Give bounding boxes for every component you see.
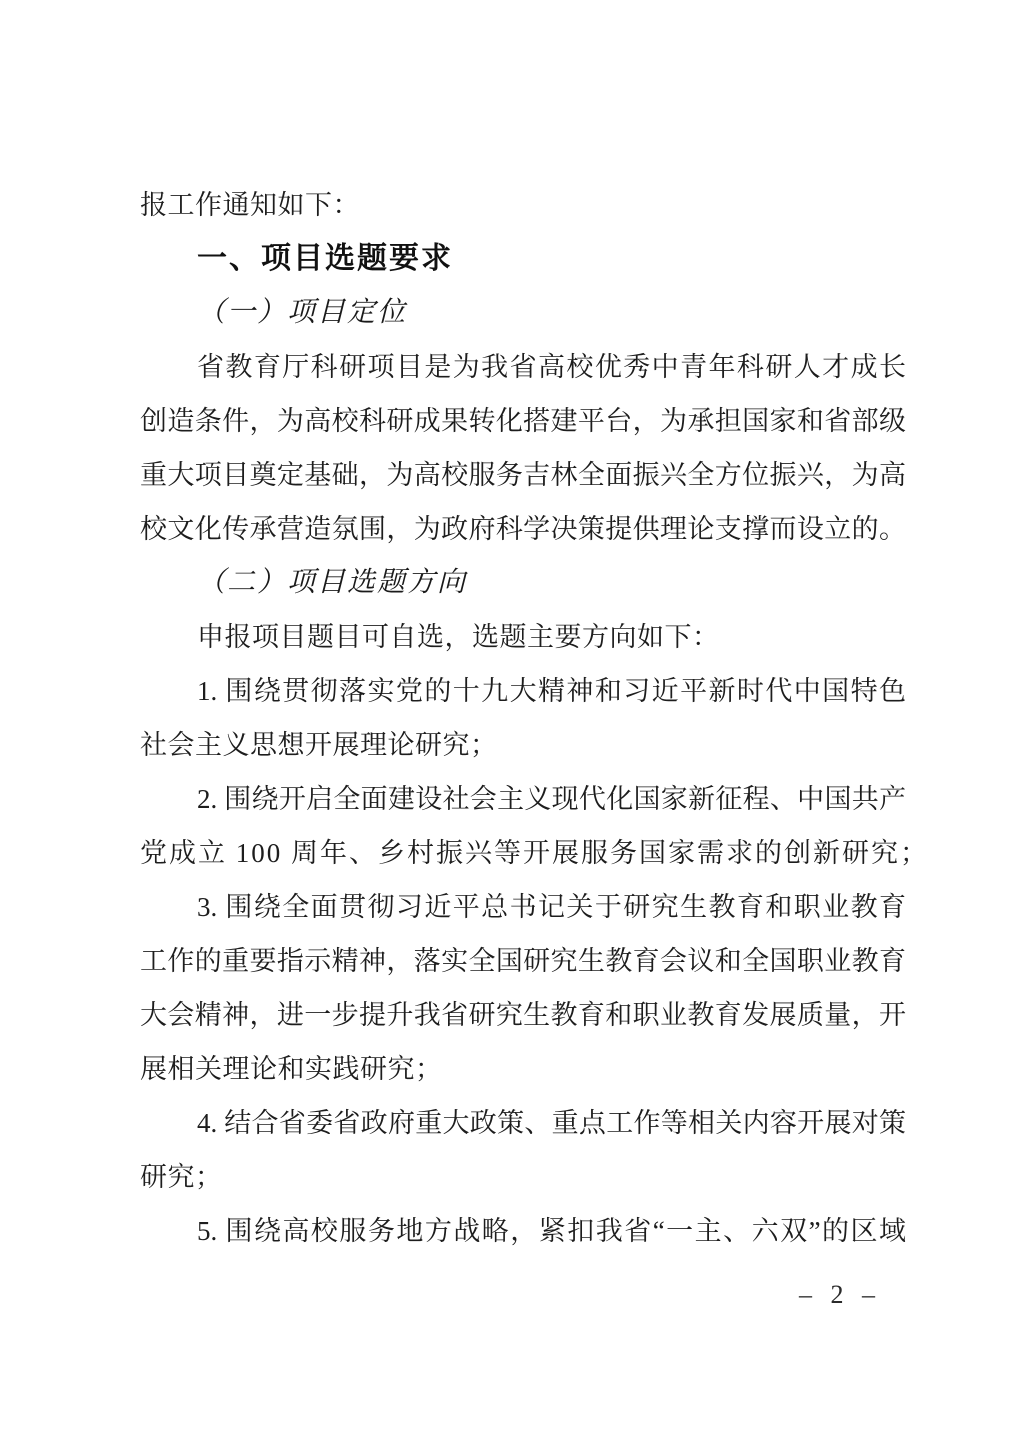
text-line: 工作的重要指示精神，落实全国研究生教育会议和全国职业教育 <box>140 946 906 976</box>
text-line: 报工作通知如下： <box>140 190 360 220</box>
text-line: 2. 围绕开启全面建设社会主义现代化国家新征程、中国共产 <box>197 784 906 814</box>
text-line: 申报项目题目可自选，选题主要方向如下： <box>197 622 720 652</box>
text-line: 党成立 100 周年、乡村振兴等开展服务国家需求的创新研究； <box>140 838 929 868</box>
text-line: 1. 围绕贯彻落实党的十九大精神和习近平新时代中国特色 <box>197 676 906 706</box>
text-line: 4. 结合省委省政府重大政策、重点工作等相关内容开展对策 <box>197 1108 906 1138</box>
text-line: 大会精神，进一步提升我省研究生教育和职业教育发展质量，开 <box>140 1000 906 1030</box>
page-number: – 2 – <box>799 1280 881 1309</box>
text-line: 研究； <box>140 1162 223 1192</box>
heading-level2: （一）项目定位 <box>197 297 408 328</box>
text-block <box>140 178 929 1258</box>
text-line: 展相关理论和实践研究； <box>140 1054 443 1084</box>
text-line: 创造条件，为高校科研成果转化搭建平台，为承担国家和省部级 <box>140 406 906 436</box>
heading-level2: （二）项目选题方向 <box>197 567 468 598</box>
text-line: 重大项目奠定基础，为高校服务吉林全面振兴全方位振兴，为高 <box>140 460 906 490</box>
heading-level1: 一、项目选题要求 <box>197 242 453 275</box>
text-line: 5. 围绕高校服务地方战略，紧扣我省“一主、六双”的区域 <box>197 1216 906 1246</box>
text-line: 社会主义思想开展理论研究； <box>140 730 498 760</box>
text-line: 校文化传承营造氛围，为政府科学决策提供理论支撑而设立的。 <box>140 514 906 544</box>
text-line: 3. 围绕全面贯彻习近平总书记关于研究生教育和职业教育 <box>197 892 906 922</box>
text-line: 省教育厅科研项目是为我省高校优秀中青年科研人才成长 <box>197 352 906 382</box>
